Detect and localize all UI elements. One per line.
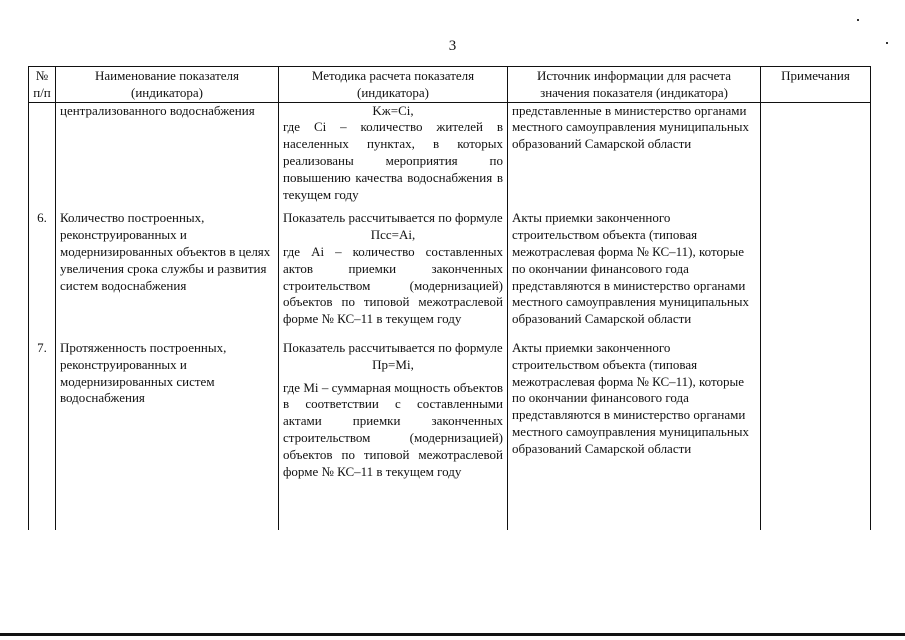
information-source: Акты приемки законченного строительством объекта (типовая межотраслевая форма № КС–11), которые по окончании финансового года представляются в министерство органами местного самоуправления муниципальных образований Самарской области xyxy=(508,328,761,530)
method-intro: Показатель рассчитывается по формуле xyxy=(283,339,503,355)
formula: Пр=Mi, xyxy=(372,356,414,372)
header-notes: Примечания xyxy=(761,67,871,103)
scan-speck xyxy=(886,42,888,44)
information-source: Акты приемки законченного строительством объекта (типовая межотраслевая форма № КС–11), которые по окончании финансового года представляются в министерство органами местного самоуправления муниципальных образований Самарской области xyxy=(508,203,761,328)
calculation-method xyxy=(279,328,508,530)
indicator-name: Протяженность построенных, реконструированных и модернизированных систем водоснабжения xyxy=(56,328,279,530)
row-number xyxy=(29,102,56,203)
notes-cell xyxy=(761,203,871,328)
calculation-method xyxy=(279,102,508,203)
notes-cell xyxy=(761,328,871,530)
page-number: 3 xyxy=(448,38,457,54)
method-text: где Ai – количество составленных актов приемки законченных строительством (модернизацией) объектов по типовой межотраслевой форме № КС–11 в текущем году xyxy=(283,243,503,327)
row-number: 7. xyxy=(29,328,56,530)
table-row xyxy=(29,328,871,530)
method-text: где Ci – количество жителей в населенных пунктах, в которых реализованы мероприятия по повышению качества водоснабжения в текущем году xyxy=(283,119,503,202)
notes-cell xyxy=(761,102,871,203)
header-source: Источник информации для расчета значения показателя (индикатора) xyxy=(508,67,761,103)
header-num: № п/п xyxy=(29,67,56,103)
indicator-name: централизованного водоснабжения xyxy=(56,102,279,203)
table-row xyxy=(29,203,871,328)
indicators-table xyxy=(28,66,871,530)
information-source: представленные в министерство органами местного самоуправления муниципальных образований Самарской области xyxy=(508,102,761,203)
row-number: 6. xyxy=(29,203,56,328)
formula: Псс=Ai, xyxy=(370,227,416,243)
table-header-row xyxy=(29,67,871,103)
header-name: Наименование показателя (индикатора) xyxy=(56,67,279,103)
table-row xyxy=(29,102,871,203)
header-method: Методика расчета показателя (индикатора) xyxy=(279,67,508,103)
method-intro: Показатель рассчитывается по формуле xyxy=(283,210,503,226)
calculation-method xyxy=(279,203,508,328)
formula: Kж=Ci, xyxy=(372,102,414,118)
bottom-scan-edge xyxy=(0,633,905,636)
scan-speck xyxy=(857,19,859,21)
method-text: где Mi – суммарная мощность объектов в соответствии с составленными актами приемки законченных строительством (модернизацией) объектов по типовой межотраслевой форме № КС–11 в текущем году xyxy=(283,379,503,479)
indicator-name: Количество построенных, реконструированных и модернизированных объектов в целях увеличения срока службы и развития систем водоснабжения xyxy=(56,203,279,328)
